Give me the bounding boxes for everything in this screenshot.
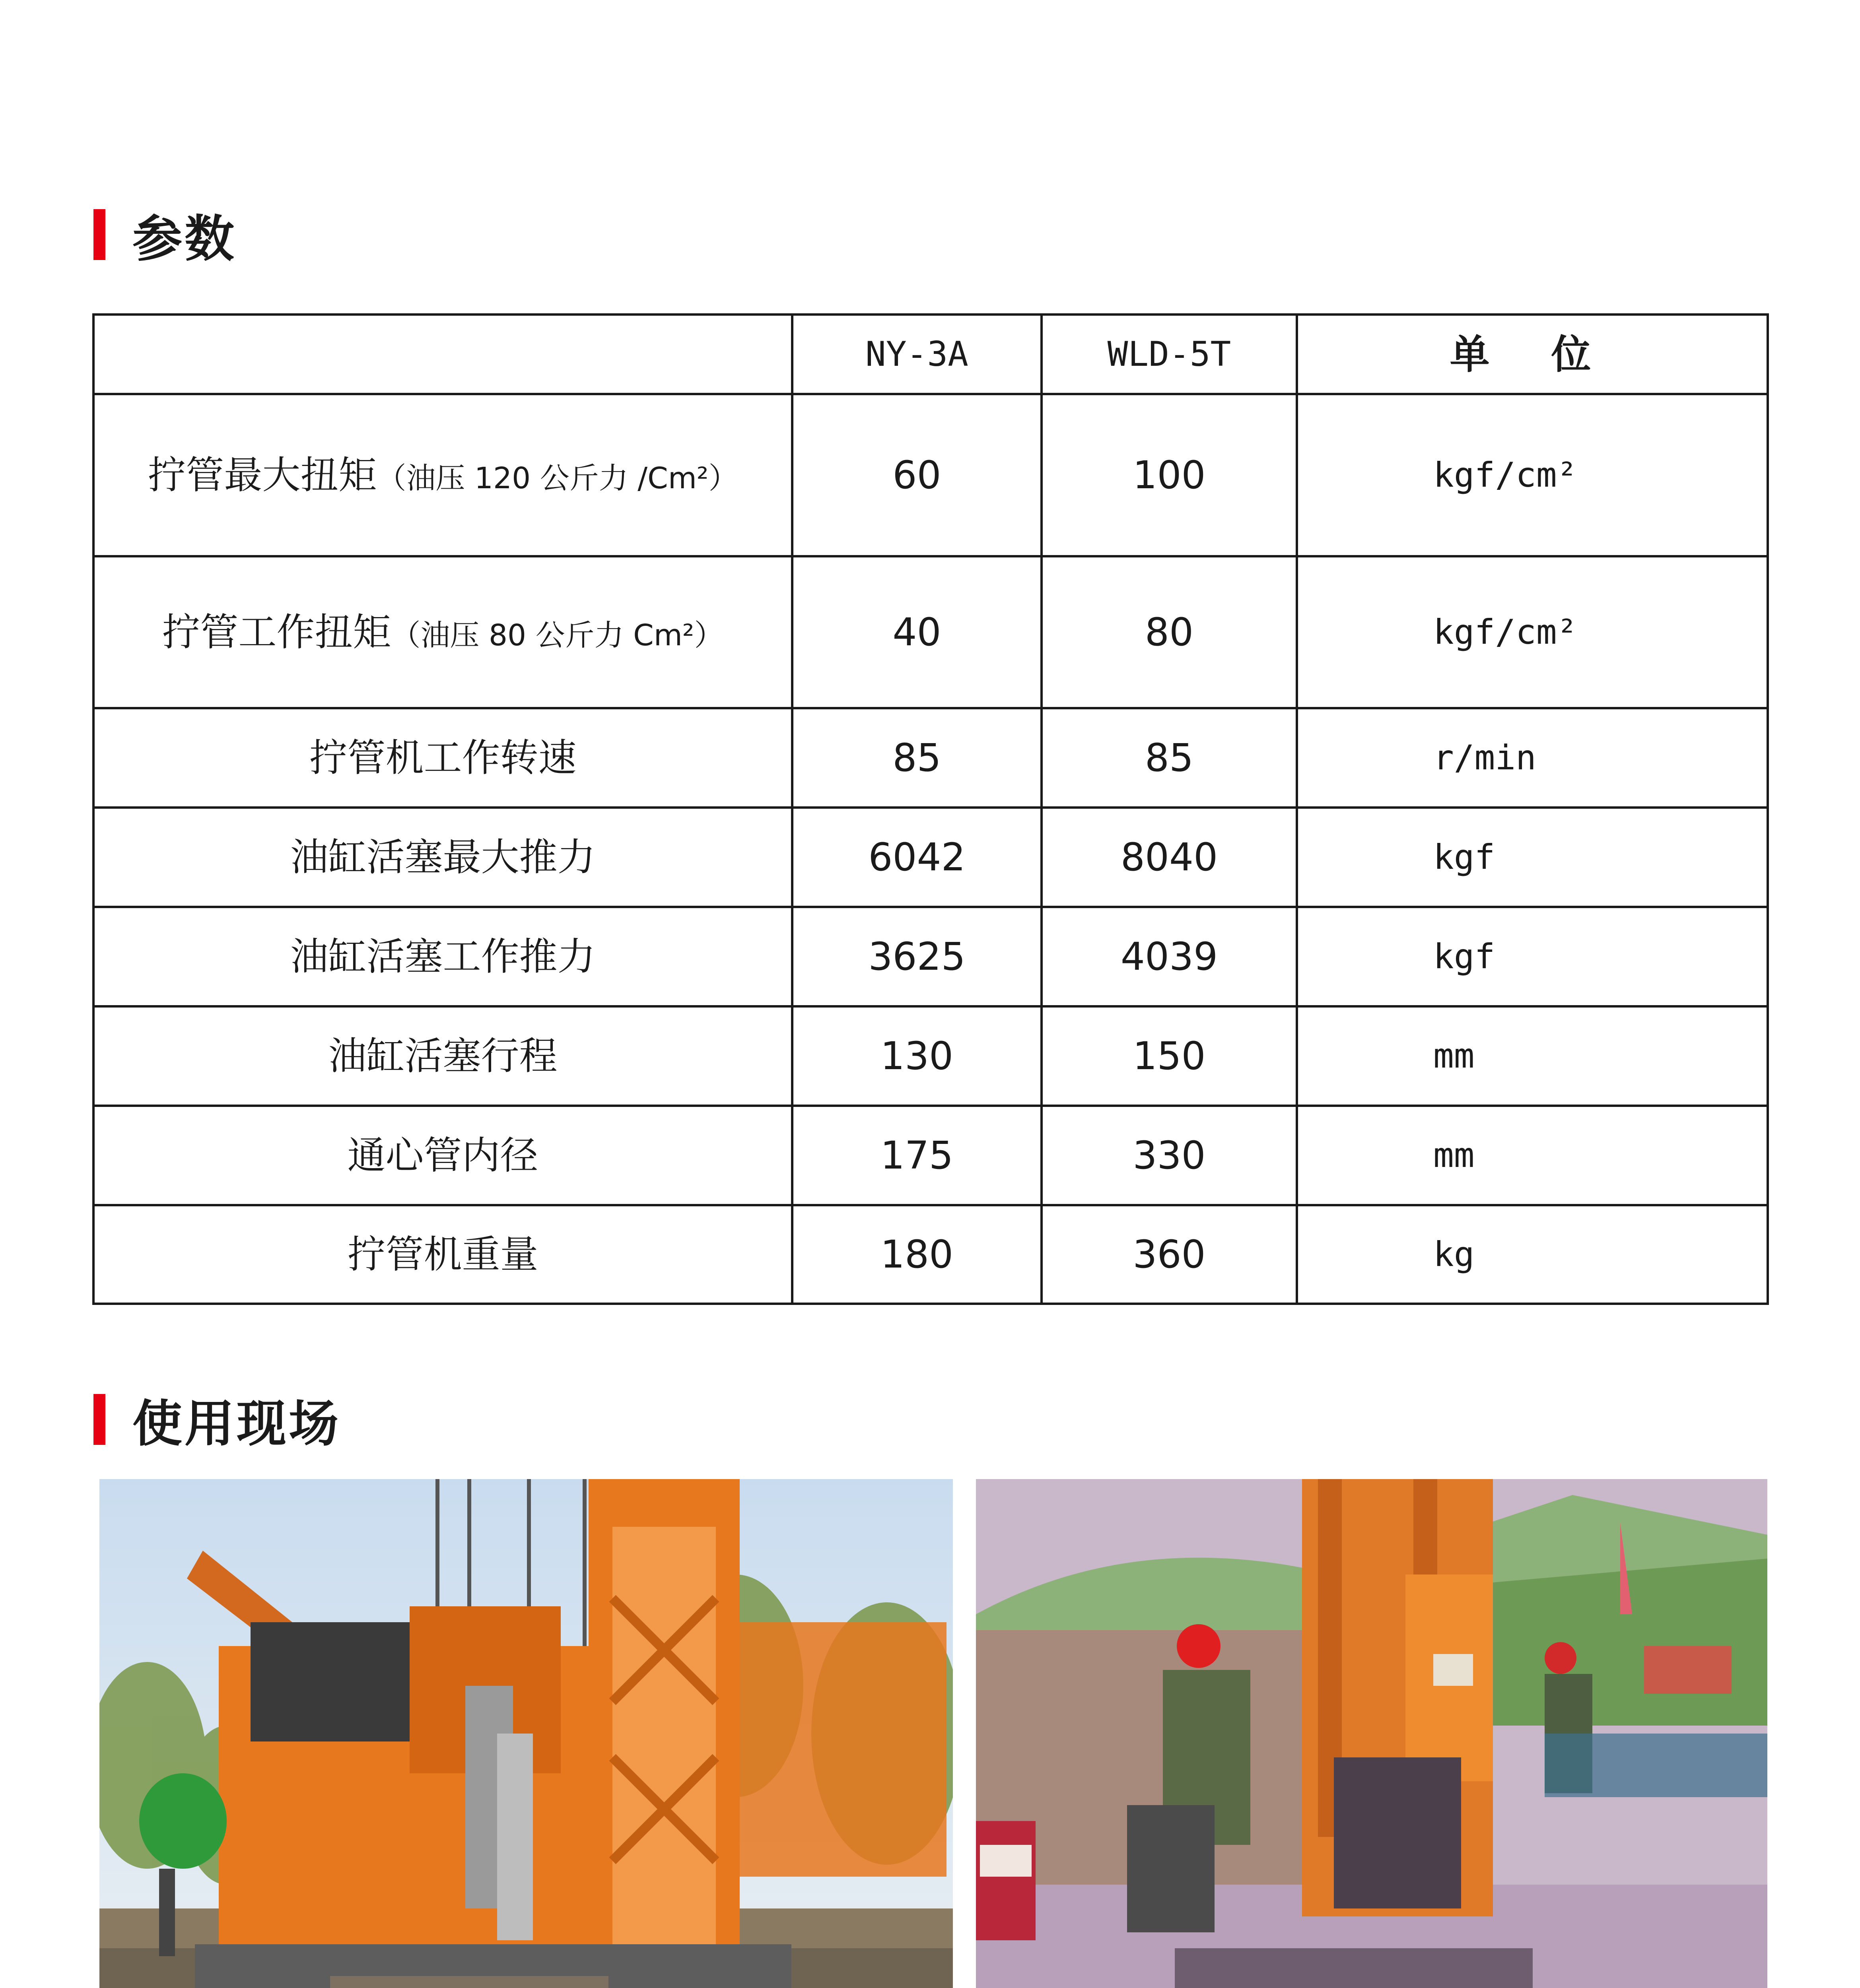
unit-value: r/min (1297, 708, 1768, 808)
params-heading: 参数 (132, 210, 237, 268)
param-cell (93, 394, 792, 556)
ny3a-value: 85 (792, 708, 1042, 808)
ny3a-value: 180 (792, 1205, 1042, 1304)
unit-value: kgf/cm² (1297, 556, 1768, 708)
unit-value: mm (1297, 1006, 1768, 1106)
params-section-title (93, 199, 237, 270)
table-row (93, 1006, 1768, 1106)
rig-site-photo-left (99, 1479, 953, 1988)
param-cell (93, 556, 792, 708)
ny3a-value: 40 (792, 556, 1042, 708)
site-section-title (93, 1384, 341, 1455)
red-accent-bar (93, 209, 105, 260)
table-row (93, 1106, 1768, 1205)
param-name: 拧管机工作转速 (93, 708, 792, 808)
param-name: 油缸活塞最大推力 (93, 808, 792, 907)
ny3a-value: 6042 (792, 808, 1042, 907)
unit-value: mm (1297, 1106, 1768, 1205)
wld5t-value: 8040 (1042, 808, 1297, 907)
unit-value: kgf (1297, 808, 1768, 907)
workers-at-rig-illustration (976, 1479, 1767, 1988)
ny3a-value: 175 (792, 1106, 1042, 1205)
spec-table (92, 313, 1769, 1305)
wld5t-value: 100 (1042, 394, 1297, 556)
ny3a-value: 130 (792, 1006, 1042, 1106)
table-row (93, 907, 1768, 1006)
param-name: 油缸活塞工作推力 (93, 907, 792, 1006)
param-name: 拧管工作扭矩 (162, 610, 391, 654)
wld5t-value: 80 (1042, 556, 1297, 708)
param-name: 通心管内径 (93, 1106, 792, 1205)
wld5t-value: 360 (1042, 1205, 1297, 1304)
header-cell-empty (93, 315, 792, 394)
ny3a-value: 3625 (792, 907, 1042, 1006)
header-cell-ny3a: NY-3A (792, 315, 1042, 394)
drilling-rig-illustration (99, 1479, 953, 1988)
table-row (93, 1205, 1768, 1304)
table-row (93, 708, 1768, 808)
param-note: （油压 120 公斤力 /Cm²） (377, 461, 738, 495)
table-row (93, 556, 1768, 708)
wld5t-value: 330 (1042, 1106, 1297, 1205)
param-note: （油压 80 公斤力 Cm²） (391, 618, 724, 652)
header-cell-wld5t: WLD-5T (1042, 315, 1297, 394)
table-row (93, 808, 1768, 907)
red-accent-bar (93, 1394, 105, 1445)
ny3a-value: 60 (792, 394, 1042, 556)
wld5t-value: 4039 (1042, 907, 1297, 1006)
param-name: 拧管最大扭矩 (148, 452, 377, 497)
param-name: 油缸活塞行程 (93, 1006, 792, 1106)
table-row (93, 394, 1768, 556)
wld5t-value: 85 (1042, 708, 1297, 808)
wld5t-value: 150 (1042, 1006, 1297, 1106)
header-cell-unit: 单 位 (1297, 315, 1768, 394)
unit-value: kgf/cm² (1297, 394, 1768, 556)
param-name: 拧管机重量 (93, 1205, 792, 1304)
site-heading: 使用现场 (132, 1395, 341, 1453)
rig-site-photo-right (976, 1479, 1767, 1988)
table-header-row (93, 315, 1768, 394)
unit-value: kgf (1297, 907, 1768, 1006)
unit-value: kg (1297, 1205, 1768, 1304)
